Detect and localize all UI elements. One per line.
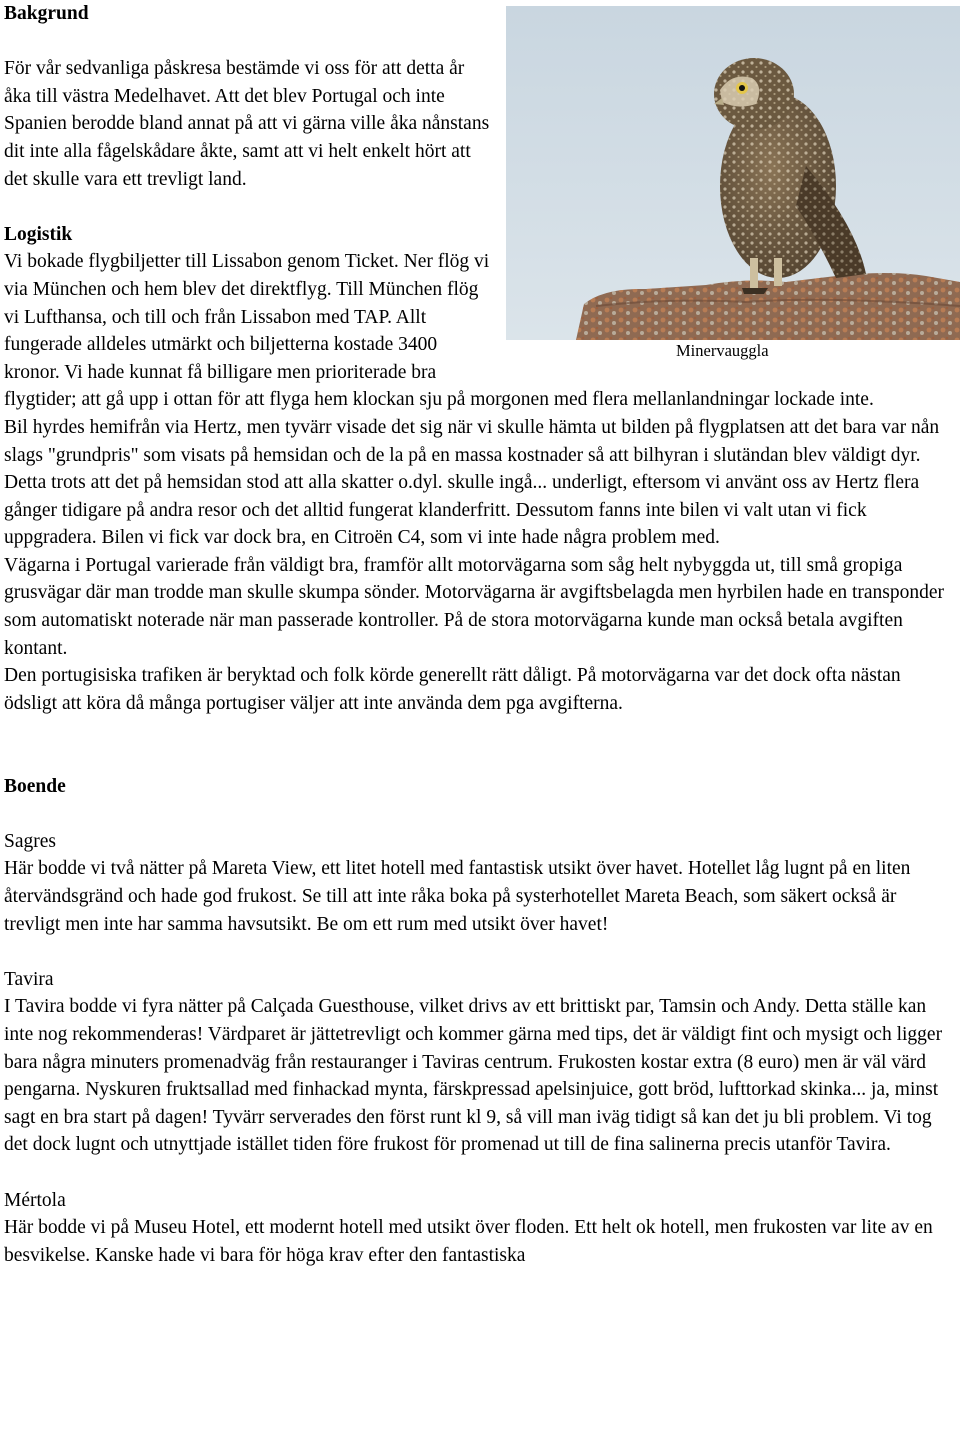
owl-photo: [506, 6, 960, 340]
place-text-sagres: Här bodde vi två nätter på Mareta View, ett litet hotell med fantastisk utsikt över havet. Hotellet låg lugnt på en liten återvändsgränd och hade god frukost. Se till att inte råka boka på systerhotellet Mareta Beach, som säkert också är trevligt men inte har samma havsutsikt. Be om ett rum med utsikt över havet!: [4, 858, 911, 935]
place-text-tavira: I Tavira bodde vi fyra nätter på Calçada Guesthouse, vilket drivs av ett brittiskt par, Tamsin och Andy. Detta ställe kan inte nog rekommenderas! Värdparet är jättetrevligt och kommer gärna med tips, det är väldigt fint och mysigt och ligger bara några minuters promenadväg från restauranger i Taviras centrum. Frukosten kostar extra (8 euro) men är väl värd pengarna. Nyskuren fruktsallad med finhackad mynta, färskpressad apelsinjuice, gott bröd, lufttorkad skinka... ja, minst sagt en bra start på dagen! Tyvärr serverades den först runt kl 9, så vill man iväg tidigt så kan det ju bli problem. Vi tog det dock lugnt och utnyttjade istället tiden före frukost för promenad ut till de fina salinerna precis utanför Tavira.: [4, 996, 943, 1156]
photo-caption: Minervauggla: [676, 341, 769, 360]
spacer: [4, 717, 956, 745]
place-name-mertola: Mértola: [4, 1189, 66, 1211]
paragraph-bakgrund: För vår sedvanliga påskresa bestämde vi oss för att detta år åka till västra Medelhavet. Att det blev Portugal och inte Spanien berodde bland annat på att vi gärna ville åka nånstans dit inte alla fågelskådare åkte, samt att vi helt enkelt hört att det skulle vara ett trevligt land.: [4, 58, 490, 190]
spacer: [4, 800, 956, 828]
section-heading-boende: Boende: [4, 775, 66, 797]
place-text-mertola: Här bodde vi på Museu Hotel, ett modernt hotell med utsikt över floden. Ett helt ok hotell, men frukosten var lite av en besvikelse. Kanske hade vi bara för höga krav efter den fantastiska: [4, 1217, 933, 1266]
owl-figure: [506, 6, 960, 361]
section-heading-logistik: Logistik: [4, 223, 73, 245]
place-name-sagres: Sagres: [4, 830, 56, 852]
spacer: [4, 745, 956, 773]
spacer: [4, 1159, 956, 1187]
document-page: [4, 0, 956, 1269]
spacer: [4, 938, 956, 966]
paragraph-logistik-traffic: Den portugisiska trafiken är beryktad och folk körde generellt rätt dåligt. På motorvägarna var det dock ofta nästan ödsligt att köra då många portugiser väljer att inte använda dem pga avgifterna.: [4, 665, 901, 714]
section-heading-bakgrund: Bakgrund: [4, 3, 89, 24]
paragraph-logistik-flights: Vi bokade flygbiljetter till Lissabon genom Ticket. Ner flög vi via München och hem blev det direktflyg. Till München flög vi Lufthansa, och till och från Lissabon med TAP. Allt fungerade alldeles utmärkt och biljetterna kostade 3400 kronor. Vi hade kunnat få billigare men prioriterade bra flygtider; att gå upp i ottan för att flyga hem klockan sju på morgonen med flera mellanlandningar lockade inte.: [4, 251, 874, 411]
paragraph-logistik-car: Bil hyrdes hemifrån via Hertz, men tyvärr visade det sig när vi skulle hämta ut bilden på flygplatsen att det bara var nån slags "grundpris" som visats på hemsidan och de la på en massa kostnader så att bilhyran i slutändan blev väldigt dyr. Detta trots att det på hemsidan stod att alla skatter o.dyl. skulle ingå... underligt, eftersom vi använt oss av Hertz flera gånger tidigare på andra resor och det alltid fungerat klanderfritt. Dessutom fanns inte bilen vi valt utan vi fick uppgradera. Bilen vi fick var dock bra, en Citroën C4, som vi inte hade några problem med.: [4, 416, 940, 549]
paragraph-logistik-roads: Vägarna i Portugal varierade från väldigt bra, framför allt motorvägarna som såg helt nybyggda ut, till små gropiga grusvägar där man trodde man skulle skumpa sönder. Motorvägarna är avgiftsbelagda men hyrbilen hade en transponder som automatiskt noterade när man passerade kontroller. På de stora motorvägarna kunde man också betala avgiften kontant.: [4, 554, 945, 659]
place-name-tavira: Tavira: [4, 968, 54, 990]
